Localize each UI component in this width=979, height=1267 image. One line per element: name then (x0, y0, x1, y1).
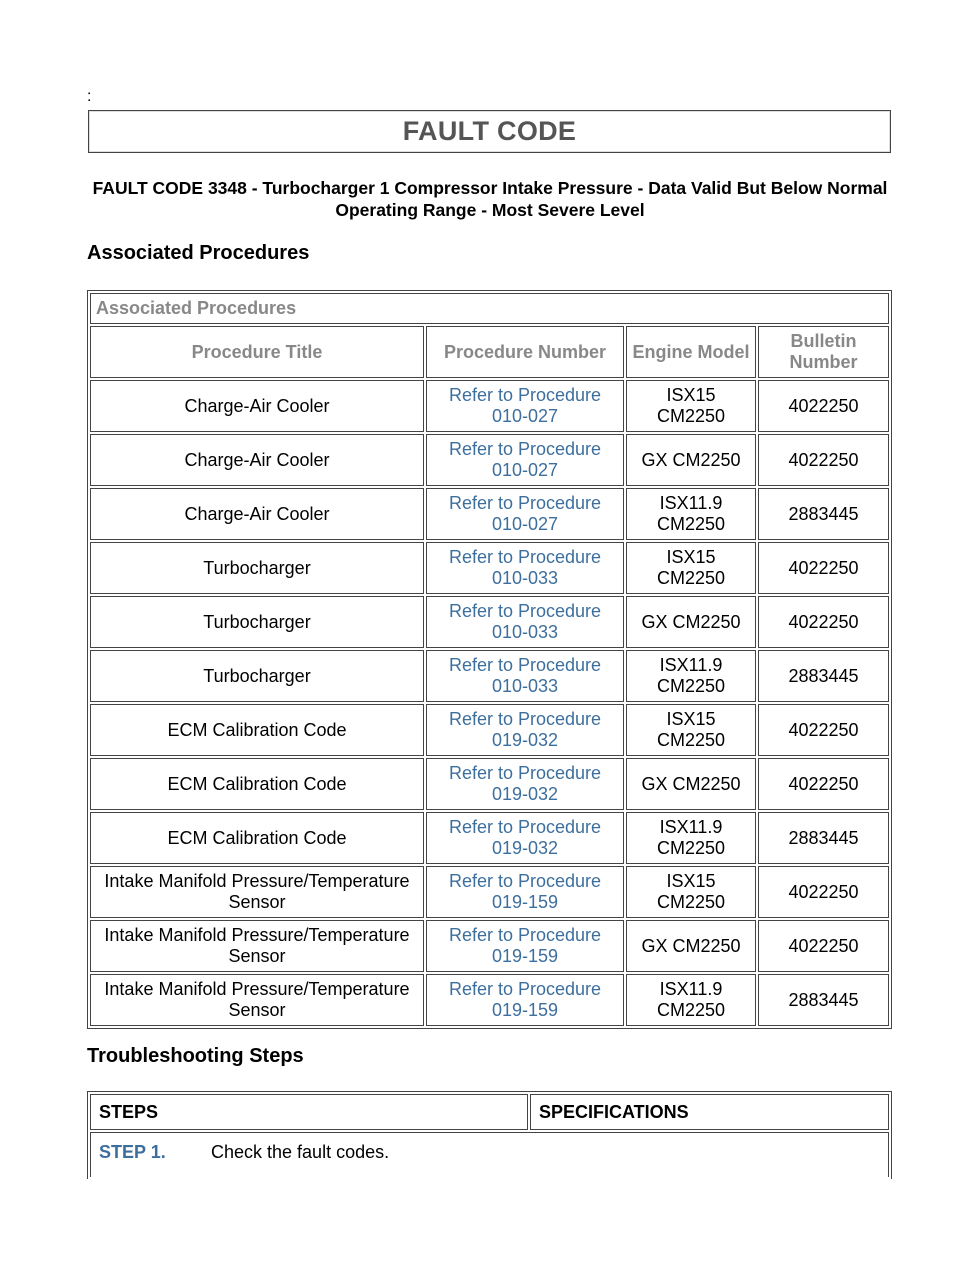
table-row (90, 542, 889, 594)
steps-header-row (90, 1094, 889, 1130)
procedure-title-cell: Intake Manifold Pressure/Temperature Sensor (90, 920, 424, 972)
column-header-engine-model: Engine Model (626, 326, 756, 378)
procedure-number-link[interactable]: Refer to Procedure 019-159 (426, 866, 624, 918)
column-header-bulletin-number: Bulletin Number (758, 326, 889, 378)
leading-colon: : (87, 88, 92, 105)
table-row (90, 812, 889, 864)
step-cell (90, 1132, 889, 1177)
page-title-box (88, 110, 891, 153)
table-row (90, 704, 889, 756)
engine-model-cell: ISX11.9 CM2250 (626, 650, 756, 702)
step-row (90, 1132, 889, 1177)
procedure-number-link[interactable]: Refer to Procedure 010-027 (426, 380, 624, 432)
bulletin-number-cell: 4022250 (758, 866, 889, 918)
column-header-steps: STEPS (90, 1094, 528, 1130)
procedure-title-cell: Turbocharger (90, 542, 424, 594)
procedure-number-link[interactable]: Refer to Procedure 019-032 (426, 812, 624, 864)
procedure-number-link[interactable]: Refer to Procedure 010-033 (426, 650, 624, 702)
procedure-title-cell: Turbocharger (90, 650, 424, 702)
step-link[interactable]: STEP 1. (99, 1142, 166, 1162)
engine-model-cell: ISX15 CM2250 (626, 380, 756, 432)
procedure-number-link[interactable]: Refer to Procedure 010-027 (426, 434, 624, 486)
table-row (90, 380, 889, 432)
table-row (90, 434, 889, 486)
table-row (90, 596, 889, 648)
bulletin-number-cell: 4022250 (758, 380, 889, 432)
bulletin-number-cell: 4022250 (758, 758, 889, 810)
table-row (90, 488, 889, 540)
procedure-title-cell: ECM Calibration Code (90, 758, 424, 810)
step-text: Check the fault codes. (211, 1142, 390, 1162)
procedure-number-link[interactable]: Refer to Procedure 010-027 (426, 488, 624, 540)
bulletin-number-cell: 2883445 (758, 650, 889, 702)
bulletin-number-cell: 4022250 (758, 704, 889, 756)
troubleshooting-steps-heading: Troubleshooting Steps (87, 1045, 304, 1067)
table-row (90, 974, 889, 1026)
procedure-number-link[interactable]: Refer to Procedure 019-159 (426, 974, 624, 1026)
engine-model-cell: ISX11.9 CM2250 (626, 974, 756, 1026)
procedure-number-link[interactable]: Refer to Procedure 019-032 (426, 758, 624, 810)
bulletin-number-cell: 4022250 (758, 920, 889, 972)
bulletin-number-cell: 2883445 (758, 812, 889, 864)
engine-model-cell: GX CM2250 (626, 920, 756, 972)
procedure-title-cell: ECM Calibration Code (90, 704, 424, 756)
page-title: FAULT CODE (402, 116, 577, 146)
procedure-number-link[interactable]: Refer to Procedure 010-033 (426, 542, 624, 594)
column-header-specifications: SPECIFICATIONS (530, 1094, 889, 1130)
table-caption: Associated Procedures (90, 293, 889, 324)
engine-model-cell: GX CM2250 (626, 758, 756, 810)
bulletin-number-cell: 2883445 (758, 488, 889, 540)
bulletin-number-cell: 2883445 (758, 974, 889, 1026)
table-caption-row (90, 293, 889, 324)
associated-procedures-heading: Associated Procedures (87, 242, 310, 264)
procedure-title-cell: Intake Manifold Pressure/Temperature Sensor (90, 866, 424, 918)
procedure-title-cell: ECM Calibration Code (90, 812, 424, 864)
column-header-procedure-number: Procedure Number (426, 326, 624, 378)
engine-model-cell: ISX15 CM2250 (626, 866, 756, 918)
procedure-title-cell: Charge-Air Cooler (90, 434, 424, 486)
bulletin-number-cell: 4022250 (758, 542, 889, 594)
engine-model-cell: ISX15 CM2250 (626, 542, 756, 594)
bulletin-number-cell: 4022250 (758, 434, 889, 486)
table-row (90, 920, 889, 972)
fault-code-heading: FAULT CODE 3348 - Turbocharger 1 Compressor Intake Pressure - Data Valid But Below Normal Operating Range - Most Severe Level (92, 178, 888, 220)
table-row (90, 866, 889, 918)
engine-model-cell: GX CM2250 (626, 596, 756, 648)
table-row (90, 758, 889, 810)
procedure-title-cell: Charge-Air Cooler (90, 380, 424, 432)
engine-model-cell: ISX15 CM2250 (626, 704, 756, 756)
procedure-title-cell: Turbocharger (90, 596, 424, 648)
column-header-procedure-title: Procedure Title (90, 326, 424, 378)
procedure-number-link[interactable]: Refer to Procedure 019-159 (426, 920, 624, 972)
engine-model-cell: GX CM2250 (626, 434, 756, 486)
table-row (90, 650, 889, 702)
table-header-row (90, 326, 889, 378)
procedure-number-link[interactable]: Refer to Procedure 019-032 (426, 704, 624, 756)
troubleshooting-steps-table (87, 1091, 892, 1179)
engine-model-cell: ISX11.9 CM2250 (626, 812, 756, 864)
bulletin-number-cell: 4022250 (758, 596, 889, 648)
associated-procedures-table (87, 290, 892, 1029)
procedure-number-link[interactable]: Refer to Procedure 010-033 (426, 596, 624, 648)
engine-model-cell: ISX11.9 CM2250 (626, 488, 756, 540)
procedure-title-cell: Charge-Air Cooler (90, 488, 424, 540)
procedure-title-cell: Intake Manifold Pressure/Temperature Sensor (90, 974, 424, 1026)
